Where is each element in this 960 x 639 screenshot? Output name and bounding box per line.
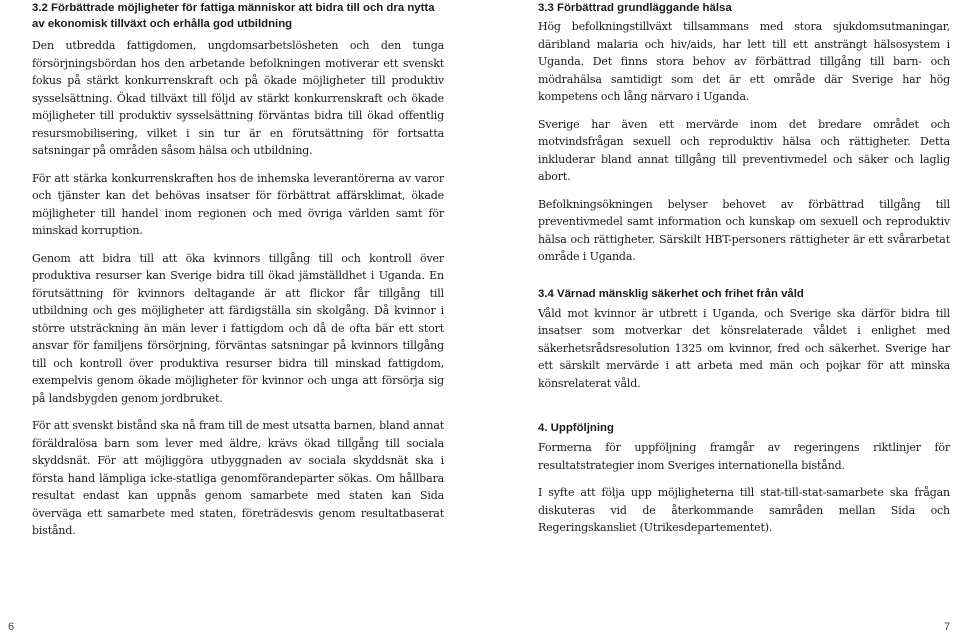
page-number-left: 6 xyxy=(8,621,15,633)
paragraph: Sverige har även ett mervärde inom det bredare området och motvindsfrågan sexuell och reproduktiv hälsa och rättigheter. Detta inkluderar bland annat tillgång till preventivmedel och säker och laglig abort. xyxy=(538,117,950,183)
right-column xyxy=(538,0,950,537)
section-title-3-2: 3.2 Förbättrade möjligheter för fattiga människor att bidra till och dra nytta av ekonomisk tillväxt och erhålla god utbildning xyxy=(32,2,435,30)
paragraph: Den utbredda fattigdomen, ungdomsarbetslösheten och den tunga försörjningsbördan hos den arbetande befolkningen motiverar ett svenskt fokus på stärkt konkurrenskraft och på ökade möjligheter till produktiv sysselsättning. Ökad tillväxt till följd av stärkt konkurrenskraft och ökade möjligheter till produktiv sysselsättning förväntas bidra till ökad offentlig resursmobilisering, vilket i sin tur är en förutsättning för fortsatta satsningar på områden såsom hälsa och utbildning. xyxy=(32,39,444,157)
paragraph: Befolkningsökningen belyser behovet av förbättrad tillgång till preventivmedel samt information och kunskap om sexuell och reproduktiv hälsa och rättigheter. Särskilt HBT-personers rättigheter är ett svårarbetat område i Uganda. xyxy=(538,197,950,263)
section-title-4: 4. Uppföljning xyxy=(538,422,614,434)
paragraph: För att stärka konkurrenskraften hos de inhemska leverantörerna av varor och tjänster kan det behövas insatser för förbättrat affärsklimat, ökade möjligheter till handel inom regionen och med övriga världen samt för minskad korruption. xyxy=(32,171,444,237)
page-number-right: 7 xyxy=(944,621,951,633)
paragraph: Genom att bidra till att öka kvinnors tillgång till och kontroll över produktiva resurser kan Sverige bidra till ökad jämställdhet i Uganda. En förutsättning för kvinnors deltagande är att flickor får tillgång till utbildning och ges möjligheter att färdigställa sin skolgång. Då kvinnor i större utsträckning än män lever i fattigdom och då de ofta bär ett stort ansvar för familjens försörjning, förväntas satsningar på kvinnors tillgång till och kontroll över produktiva resurser bidra till minskad fattigdom, exempelvis genom ökade möjligheter för kvinnor och unga att försörja sig på landsbygden genom jordbruket. xyxy=(32,251,444,405)
left-column xyxy=(32,0,444,540)
section-title-3-4: 3.4 Värnad mänsklig säkerhet och frihet från våld xyxy=(538,287,804,300)
paragraph: Formerna för uppföljning framgår av regeringens riktlinjer för resultatstrategier inom Sveriges internationella bistånd. xyxy=(538,441,950,472)
paragraph: Våld mot kvinnor är utbrett i Uganda, och Sverige ska därför bidra till insatser som motverkar det könsrelaterade våldet i enlighet med säkerhetsrådsresolution 1325 om kvinnor, fred och säkerhet. Sverige har ett särskilt mervärde i att arbeta med män och pojkar för att minska könsrelaterat våld. xyxy=(538,306,950,390)
paragraph: För att svenskt bistånd ska nå fram till de mest utsatta barnen, bland annat föräldralösa barn som lever med äldre, krävs ökad tillgång till sociala skyddsnät. För att möjliggöra utbyggnaden av sociala skyddsnät ska i första hand lämpliga icke-statliga genomförandeparter sökas. Om hållbara resultat endast kan uppnås genom samarbete med staten kan Sida överväga ett samarbete med staten, företrädesvis genom resultatbaserat bistånd. xyxy=(32,419,444,537)
paragraph: I syfte att följa upp möjligheterna till stat-till-stat-samarbete ska frågan diskuteras vid de återkommande samråden mellan Sida och Regeringskansliet (Utrikesdepartementet). xyxy=(538,486,950,534)
paragraph: Hög befolkningstillväxt tillsammans med stora sjukdomsutmaningar, däribland malaria och hiv/aids, har lett till ett ansträngt hälsosystem i Uganda. Det finns stora behov av förbättrad tillgång till barn- och mödrahälsa samtidigt som det är ett område där Sverige har hög kompetens och lång närvaro i Uganda. xyxy=(538,20,950,103)
section-title-3-3: 3.3 Förbättrad grundläggande hälsa xyxy=(538,2,732,14)
